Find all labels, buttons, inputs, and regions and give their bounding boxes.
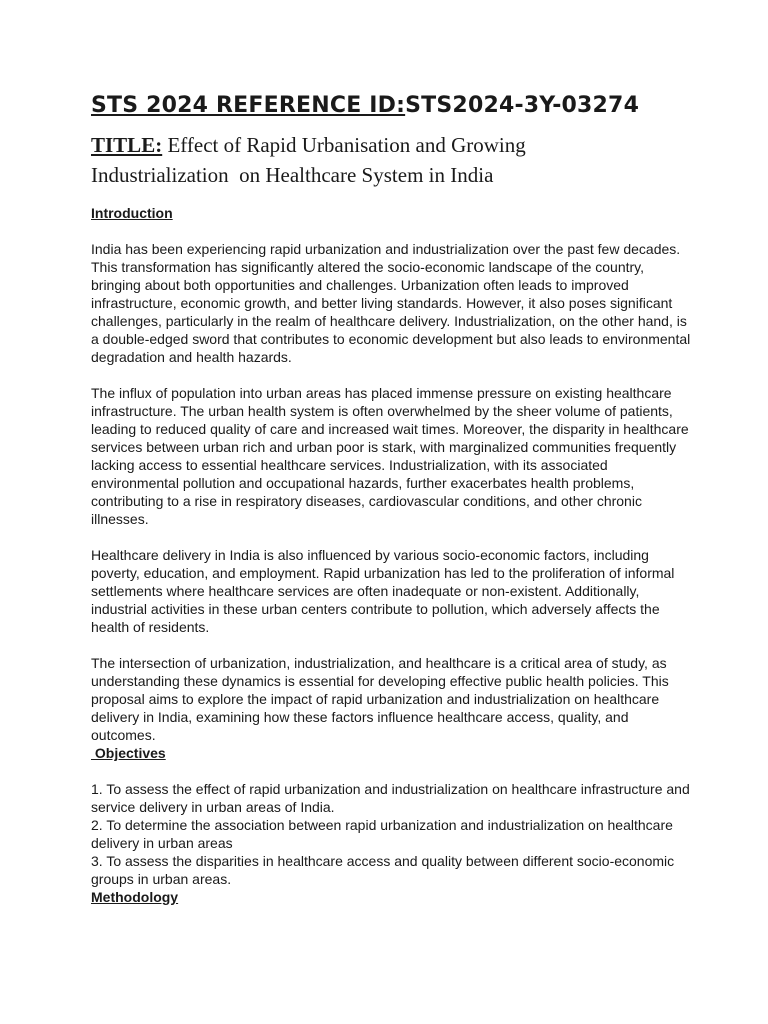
objectives-heading: Objectives (91, 745, 166, 761)
spacer (91, 636, 691, 654)
title-line-1: Effect of Rapid Urbanisation and Growing (167, 133, 526, 157)
document-page (91, 92, 691, 906)
spacer (91, 528, 691, 546)
objectives-list (91, 780, 691, 888)
title-line-2: Industrialization on Healthcare System in India (91, 163, 494, 187)
spacer (91, 762, 691, 780)
intro-paragraph-3: Healthcare delivery in India is also influenced by various socio-economic factors, including poverty, education, and employment. Rapid urbanization has led to the proliferation of informal settlements where healthcare services are often inadequate or non-existent. Additionally, industrial activities in these urban centers contribute to pollution, which adversely affects the health of residents. (91, 547, 675, 635)
objective-item: 3. To assess the disparities in healthcare access and quality between different socio-economic groups in urban areas. (91, 853, 675, 887)
objective-item: 1. To assess the effect of rapid urbanization and industrialization on healthcare infrastructure and service delivery in urban areas of India. (91, 781, 690, 815)
intro-paragraph-4: The intersection of urbanization, industrialization, and healthcare is a critical area of study, as understanding these dynamics is essential for developing effective public health policies. This proposal aims to explore the impact of rapid urbanization and industrialization on healthcare delivery in India, examining how these factors influence healthcare access, quality, and outcomes. (91, 655, 669, 743)
spacer (91, 366, 691, 384)
objective-item: 2. To determine the association between rapid urbanization and industrialization on healthcare delivery in urban areas (91, 817, 673, 851)
intro-paragraph-2: The influx of population into urban areas has placed immense pressure on existing healthcare infrastructure. The urban health system is often overwhelmed by the sheer volume of patients, leading to reduced quality of care and increased wait times. Moreover, the disparity in healthcare services between urban rich and urban poor is stark, with marginalized communities frequently lacking access to essential healthcare services. Industrialization, with its associated environmental pollution and occupational hazards, further exacerbates health problems, contributing to a rise in respiratory diseases, cardiovascular conditions, and other chronic illnesses. (91, 385, 689, 527)
reference-id-value: STS2024-3Y-03274 (405, 93, 640, 118)
title-label: TITLE: (91, 133, 163, 157)
reference-id-heading (91, 92, 691, 120)
introduction-heading: Introduction (91, 205, 173, 221)
reference-id-label: STS 2024 REFERENCE ID: (91, 93, 406, 118)
document-title (91, 130, 691, 190)
spacer (91, 222, 691, 240)
methodology-heading: Methodology (91, 889, 179, 905)
intro-paragraph-1: India has been experiencing rapid urbanization and industrialization over the past few decades. This transformation has significantly altered the socio-economic landscape of the country, bringing about both opportunities and challenges. Urbanization often leads to improved infrastructure, economic growth, and better living standards. However, it also poses significant challenges, particularly in the realm of healthcare delivery. Industrialization, on the other hand, is a double-edged sword that contributes to economic development but also leads to environmental degradation and health hazards. (91, 241, 691, 365)
